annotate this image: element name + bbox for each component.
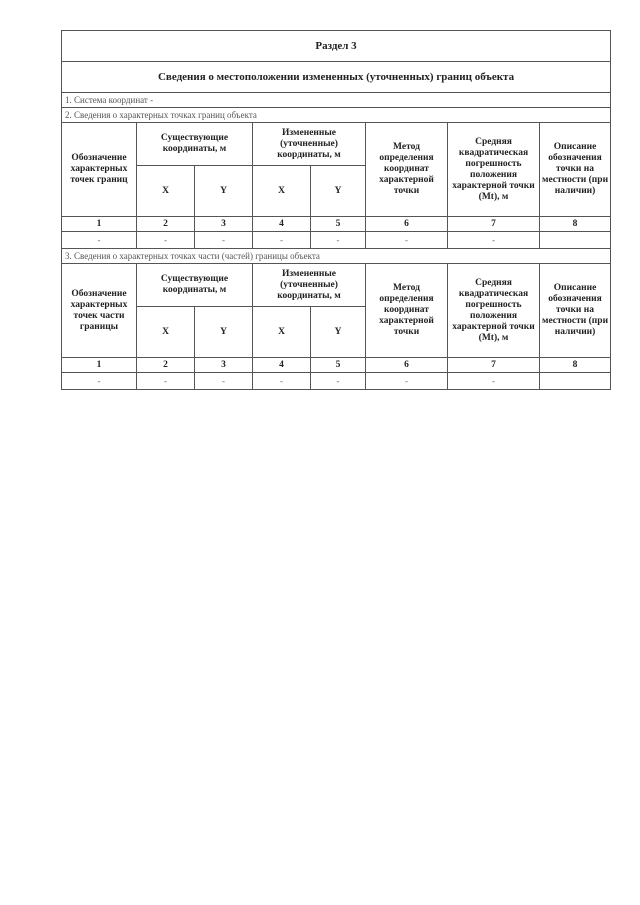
coord-system: 1. Система координат - xyxy=(62,93,611,108)
block1-col-description: Описание обозначения точки на местности (при наличии) xyxy=(540,123,611,217)
table-cell: - xyxy=(62,373,137,390)
block1-col-changed: Измененные (уточненные) координаты, м xyxy=(253,123,366,166)
col-number: 3 xyxy=(195,358,253,373)
col-number: 5 xyxy=(311,358,366,373)
table-cell: - xyxy=(311,373,366,390)
block2-col-error: Средняя квадратическая погрешность положения характерной точки (Mt), м xyxy=(448,264,540,358)
col-number: 7 xyxy=(448,217,540,232)
block2-number-row xyxy=(62,358,611,373)
table-row xyxy=(62,232,611,249)
block2-existing-x: X xyxy=(137,307,195,358)
block1-existing-x: X xyxy=(137,166,195,217)
block1-col-designation: Обозначение характерных точек границ xyxy=(62,123,137,217)
col-number: 8 xyxy=(540,358,611,373)
table-cell: - xyxy=(195,232,253,249)
table-cell: - xyxy=(137,373,195,390)
table-cell xyxy=(540,232,611,249)
table-cell: - xyxy=(366,232,448,249)
block2-col-description: Описание обозначения точки на местности (при наличии) xyxy=(540,264,611,358)
block2-col-designation: Обозначение характерных точек части границы xyxy=(62,264,137,358)
block1-col-existing: Существующие координаты, м xyxy=(137,123,253,166)
section-subtitle: Сведения о местоположении измененных (уточненных) границ объекта xyxy=(62,62,611,93)
table-cell: - xyxy=(311,232,366,249)
section-title: Раздел 3 xyxy=(62,31,611,62)
table-row xyxy=(62,373,611,390)
table-cell: - xyxy=(448,232,540,249)
col-number: 1 xyxy=(62,217,137,232)
col-number: 3 xyxy=(195,217,253,232)
table-cell: - xyxy=(137,232,195,249)
block2-col-changed: Измененные (уточненные) координаты, м xyxy=(253,264,366,307)
block1-existing-y: Y xyxy=(195,166,253,217)
block1-number-row xyxy=(62,217,611,232)
col-number: 5 xyxy=(311,217,366,232)
col-number: 2 xyxy=(137,358,195,373)
block1-changed-x: X xyxy=(253,166,311,217)
block2-col-existing: Существующие координаты, м xyxy=(137,264,253,307)
table-cell: - xyxy=(448,373,540,390)
section-table xyxy=(61,30,611,390)
block2-existing-y: Y xyxy=(195,307,253,358)
block1-changed-y: Y xyxy=(311,166,366,217)
col-number: 4 xyxy=(253,358,311,373)
col-number: 4 xyxy=(253,217,311,232)
block1-col-method: Метод определения координат характерной точки xyxy=(366,123,448,217)
col-number: 8 xyxy=(540,217,611,232)
table-cell xyxy=(540,373,611,390)
table-cell: - xyxy=(195,373,253,390)
block1-col-error: Средняя квадратическая погрешность положения характерной точки (Mt), м xyxy=(448,123,540,217)
block2-heading: 3. Сведения о характерных точках части (частей) границы объекта xyxy=(62,249,611,264)
table-cell: - xyxy=(62,232,137,249)
block1-heading: 2. Сведения о характерных точках границ объекта xyxy=(62,108,611,123)
col-number: 6 xyxy=(366,217,448,232)
table-cell: - xyxy=(366,373,448,390)
block2-changed-y: Y xyxy=(311,307,366,358)
table-cell: - xyxy=(253,232,311,249)
col-number: 1 xyxy=(62,358,137,373)
table-cell: - xyxy=(253,373,311,390)
block2-changed-x: X xyxy=(253,307,311,358)
col-number: 6 xyxy=(366,358,448,373)
col-number: 7 xyxy=(448,358,540,373)
block2-col-method: Метод определения координат характерной точки xyxy=(366,264,448,358)
document-page xyxy=(61,30,610,390)
col-number: 2 xyxy=(137,217,195,232)
